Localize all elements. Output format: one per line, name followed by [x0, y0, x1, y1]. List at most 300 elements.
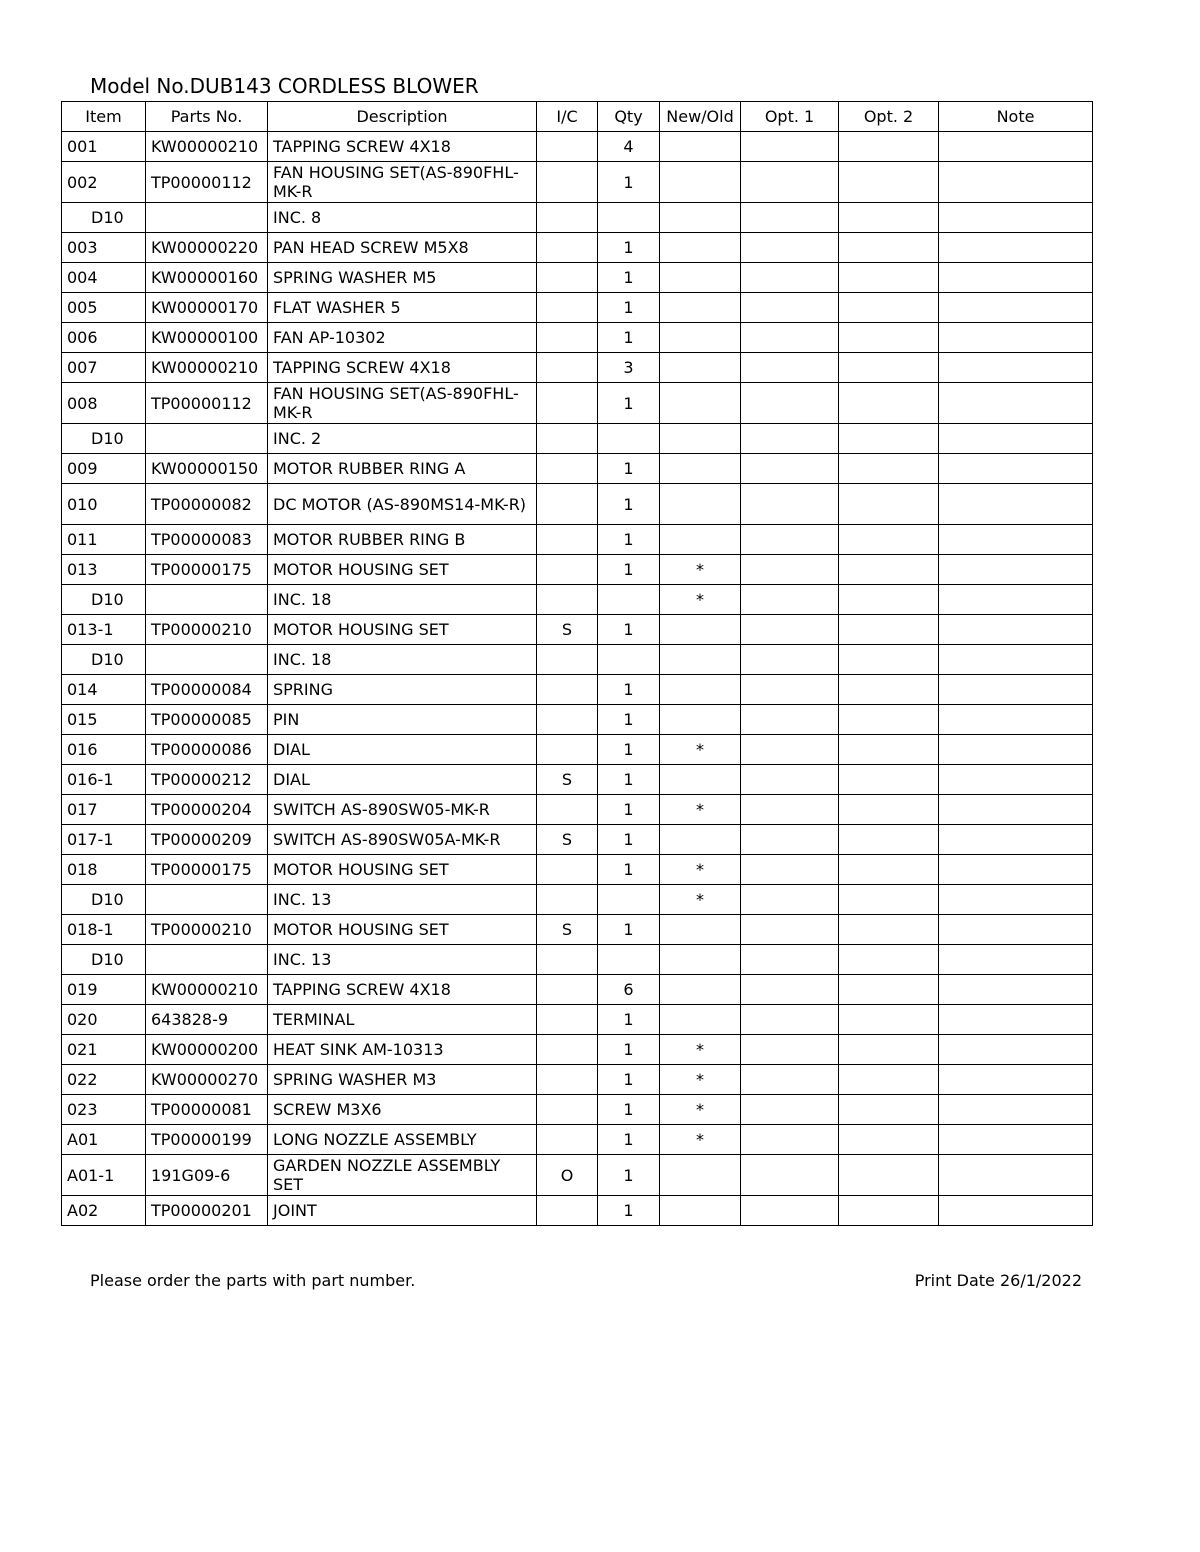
description-cell: JOINT [268, 1196, 537, 1226]
parts-no-cell: TP00000112 [146, 162, 268, 203]
opt2-cell [839, 1095, 939, 1125]
parts-no-cell: TP00000083 [146, 525, 268, 555]
opt1-cell [741, 915, 839, 945]
parts-no-cell [146, 885, 268, 915]
description-cell: SWITCH AS-890SW05A-MK-R [268, 825, 537, 855]
description-cell: INC. 18 [268, 585, 537, 615]
note-cell [939, 203, 1093, 233]
qty-cell: 1 [598, 1196, 660, 1226]
print-date: Print Date 26/1/2022 [914, 1271, 1082, 1290]
note-cell [939, 825, 1093, 855]
opt1-cell [741, 765, 839, 795]
qty-cell [598, 645, 660, 675]
ic-cell [537, 1125, 598, 1155]
note-cell [939, 585, 1093, 615]
description-cell: PAN HEAD SCREW M5X8 [268, 233, 537, 263]
description-cell: INC. 2 [268, 424, 537, 454]
ic-cell [537, 293, 598, 323]
new-old-cell: * [660, 555, 741, 585]
item-cell: 022 [62, 1065, 146, 1095]
note-cell [939, 885, 1093, 915]
ic-cell [537, 383, 598, 424]
opt2-cell [839, 585, 939, 615]
table-row [62, 353, 1093, 383]
qty-cell: 3 [598, 353, 660, 383]
new-old-cell [660, 484, 741, 525]
table-row [62, 1095, 1093, 1125]
opt1-cell [741, 454, 839, 484]
opt1-cell [741, 735, 839, 765]
opt2-cell [839, 1065, 939, 1095]
qty-cell: 1 [598, 383, 660, 424]
opt2-cell [839, 615, 939, 645]
new-old-cell [660, 525, 741, 555]
note-cell [939, 484, 1093, 525]
ic-cell [537, 454, 598, 484]
note-cell [939, 353, 1093, 383]
new-old-cell [660, 424, 741, 454]
note-cell [939, 293, 1093, 323]
item-cell: 014 [62, 675, 146, 705]
note-cell [939, 424, 1093, 454]
new-old-cell: * [660, 855, 741, 885]
note-cell [939, 675, 1093, 705]
description-cell: DC MOTOR (AS-890MS14-MK-R) [268, 484, 537, 525]
description-cell: TAPPING SCREW 4X18 [268, 132, 537, 162]
description-cell: SWITCH AS-890SW05-MK-R [268, 795, 537, 825]
new-old-cell: * [660, 585, 741, 615]
ic-cell [537, 484, 598, 525]
ic-cell [537, 263, 598, 293]
note-cell [939, 1065, 1093, 1095]
parts-no-cell: TP00000086 [146, 735, 268, 765]
table-row [62, 293, 1093, 323]
opt1-cell [741, 1005, 839, 1035]
parts-no-cell: TP00000204 [146, 795, 268, 825]
opt1-cell [741, 293, 839, 323]
opt2-cell [839, 1155, 939, 1196]
parts-no-cell: KW00000210 [146, 132, 268, 162]
item-cell: 009 [62, 454, 146, 484]
description-cell: TAPPING SCREW 4X18 [268, 975, 537, 1005]
ic-cell [537, 424, 598, 454]
column-header-note: Note [939, 102, 1093, 132]
item-cell: 021 [62, 1035, 146, 1065]
opt1-cell [741, 1125, 839, 1155]
table-row [62, 555, 1093, 585]
item-cell: D10 [62, 885, 146, 915]
ic-cell [537, 645, 598, 675]
description-cell: DIAL [268, 735, 537, 765]
parts-no-cell: TP00000209 [146, 825, 268, 855]
opt2-cell [839, 1125, 939, 1155]
new-old-cell [660, 233, 741, 263]
opt1-cell [741, 885, 839, 915]
opt2-cell [839, 162, 939, 203]
opt2-cell [839, 424, 939, 454]
item-cell: 015 [62, 705, 146, 735]
item-cell: 001 [62, 132, 146, 162]
new-old-cell [660, 293, 741, 323]
note-cell [939, 233, 1093, 263]
qty-cell: 1 [598, 825, 660, 855]
qty-cell [598, 424, 660, 454]
opt1-cell [741, 1155, 839, 1196]
description-cell: SPRING WASHER M5 [268, 263, 537, 293]
new-old-cell [660, 705, 741, 735]
qty-cell: 1 [598, 1095, 660, 1125]
item-cell: 016 [62, 735, 146, 765]
description-cell: MOTOR RUBBER RING A [268, 454, 537, 484]
qty-cell: 1 [598, 233, 660, 263]
opt1-cell [741, 1095, 839, 1125]
qty-cell: 1 [598, 765, 660, 795]
note-cell [939, 975, 1093, 1005]
document-title: Model No.DUB143 CORDLESS BLOWER [90, 74, 479, 98]
qty-cell: 6 [598, 975, 660, 1005]
column-header-opt2: Opt. 2 [839, 102, 939, 132]
description-cell: MOTOR HOUSING SET [268, 915, 537, 945]
table-row [62, 705, 1093, 735]
table-row [62, 795, 1093, 825]
opt2-cell [839, 915, 939, 945]
description-cell: TAPPING SCREW 4X18 [268, 353, 537, 383]
note-cell [939, 383, 1093, 424]
ic-cell [537, 203, 598, 233]
note-cell [939, 454, 1093, 484]
note-cell [939, 735, 1093, 765]
parts-no-cell: KW00000170 [146, 293, 268, 323]
new-old-cell [660, 323, 741, 353]
ic-cell [537, 885, 598, 915]
qty-cell [598, 945, 660, 975]
parts-no-cell: TP00000085 [146, 705, 268, 735]
new-old-cell: * [660, 1035, 741, 1065]
parts-no-cell: TP00000210 [146, 615, 268, 645]
opt2-cell [839, 885, 939, 915]
new-old-cell [660, 162, 741, 203]
new-old-cell: * [660, 1125, 741, 1155]
description-cell: FAN HOUSING SET(AS-890FHL-MK-R [268, 383, 537, 424]
parts-no-cell: TP00000175 [146, 855, 268, 885]
table-row [62, 1196, 1093, 1226]
new-old-cell [660, 675, 741, 705]
opt2-cell [839, 675, 939, 705]
new-old-cell [660, 945, 741, 975]
opt1-cell [741, 353, 839, 383]
description-cell: MOTOR RUBBER RING B [268, 525, 537, 555]
qty-cell: 1 [598, 735, 660, 765]
table-row [62, 1005, 1093, 1035]
item-cell: 018-1 [62, 915, 146, 945]
parts-no-cell: KW00000210 [146, 353, 268, 383]
table-row [62, 675, 1093, 705]
table-row [62, 615, 1093, 645]
new-old-cell: * [660, 885, 741, 915]
qty-cell: 1 [598, 555, 660, 585]
new-old-cell [660, 383, 741, 424]
ic-cell [537, 132, 598, 162]
ic-cell [537, 735, 598, 765]
opt2-cell [839, 555, 939, 585]
opt1-cell [741, 1065, 839, 1095]
note-cell [939, 795, 1093, 825]
table-row [62, 1155, 1093, 1196]
parts-no-cell [146, 945, 268, 975]
ic-cell [537, 1065, 598, 1095]
parts-table-body [62, 132, 1093, 1226]
item-cell: 003 [62, 233, 146, 263]
opt2-cell [839, 645, 939, 675]
ic-cell: S [537, 915, 598, 945]
opt1-cell [741, 615, 839, 645]
table-row [62, 1125, 1093, 1155]
parts-no-cell: TP00000175 [146, 555, 268, 585]
new-old-cell [660, 353, 741, 383]
opt1-cell [741, 705, 839, 735]
note-cell [939, 1155, 1093, 1196]
parts-no-cell [146, 424, 268, 454]
note-cell [939, 323, 1093, 353]
parts-no-cell: TP00000212 [146, 765, 268, 795]
description-cell: GARDEN NOZZLE ASSEMBLY SET [268, 1155, 537, 1196]
qty-cell: 1 [598, 615, 660, 645]
description-cell: INC. 18 [268, 645, 537, 675]
item-cell: 020 [62, 1005, 146, 1035]
note-cell [939, 855, 1093, 885]
opt2-cell [839, 525, 939, 555]
opt1-cell [741, 675, 839, 705]
column-header-new-old: New/Old [660, 102, 741, 132]
ic-cell [537, 525, 598, 555]
item-cell: 007 [62, 353, 146, 383]
note-cell [939, 765, 1093, 795]
table-row [62, 1035, 1093, 1065]
note-cell [939, 555, 1093, 585]
description-cell: PIN [268, 705, 537, 735]
ic-cell [537, 233, 598, 263]
new-old-cell [660, 645, 741, 675]
table-row [62, 885, 1093, 915]
opt1-cell [741, 233, 839, 263]
parts-no-cell: TP00000081 [146, 1095, 268, 1125]
table-row [62, 233, 1093, 263]
new-old-cell [660, 454, 741, 484]
ic-cell [537, 855, 598, 885]
item-cell: A02 [62, 1196, 146, 1226]
table-header-row [62, 102, 1093, 132]
qty-cell: 1 [598, 263, 660, 293]
opt2-cell [839, 293, 939, 323]
table-row [62, 454, 1093, 484]
item-cell: 016-1 [62, 765, 146, 795]
item-cell: D10 [62, 424, 146, 454]
ic-cell [537, 585, 598, 615]
note-cell [939, 263, 1093, 293]
parts-no-cell: 191G09-6 [146, 1155, 268, 1196]
description-cell: HEAT SINK AM-10313 [268, 1035, 537, 1065]
new-old-cell [660, 765, 741, 795]
qty-cell: 1 [598, 1065, 660, 1095]
column-header-description: Description [268, 102, 537, 132]
column-header-ic: I/C [537, 102, 598, 132]
table-row [62, 915, 1093, 945]
qty-cell: 1 [598, 1155, 660, 1196]
ic-cell [537, 162, 598, 203]
qty-cell: 1 [598, 705, 660, 735]
ic-cell: S [537, 825, 598, 855]
table-row [62, 945, 1093, 975]
opt1-cell [741, 555, 839, 585]
opt2-cell [839, 383, 939, 424]
table-row [62, 323, 1093, 353]
item-cell: 011 [62, 525, 146, 555]
parts-no-cell [146, 645, 268, 675]
opt2-cell [839, 454, 939, 484]
parts-no-cell: 643828-9 [146, 1005, 268, 1035]
item-cell: 018 [62, 855, 146, 885]
qty-cell: 1 [598, 162, 660, 203]
ic-cell: S [537, 765, 598, 795]
opt2-cell [839, 705, 939, 735]
table-row [62, 383, 1093, 424]
parts-no-cell [146, 585, 268, 615]
new-old-cell [660, 1155, 741, 1196]
ic-cell [537, 705, 598, 735]
parts-no-cell: KW00000220 [146, 233, 268, 263]
description-cell: SPRING WASHER M3 [268, 1065, 537, 1095]
item-cell: 010 [62, 484, 146, 525]
item-cell: A01-1 [62, 1155, 146, 1196]
note-cell [939, 132, 1093, 162]
new-old-cell [660, 132, 741, 162]
opt1-cell [741, 1196, 839, 1226]
parts-no-cell: TP00000201 [146, 1196, 268, 1226]
qty-cell: 1 [598, 1125, 660, 1155]
opt2-cell [839, 735, 939, 765]
qty-cell: 1 [598, 323, 660, 353]
ic-cell [537, 353, 598, 383]
opt2-cell [839, 132, 939, 162]
parts-table [61, 101, 1093, 1226]
parts-no-cell: TP00000084 [146, 675, 268, 705]
new-old-cell: * [660, 795, 741, 825]
opt1-cell [741, 424, 839, 454]
qty-cell [598, 203, 660, 233]
table-row [62, 132, 1093, 162]
table-row [62, 484, 1093, 525]
table-row [62, 735, 1093, 765]
item-cell: 013-1 [62, 615, 146, 645]
description-cell: TERMINAL [268, 1005, 537, 1035]
opt1-cell [741, 585, 839, 615]
opt2-cell [839, 263, 939, 293]
note-cell [939, 525, 1093, 555]
new-old-cell [660, 825, 741, 855]
opt1-cell [741, 203, 839, 233]
ic-cell [537, 1035, 598, 1065]
description-cell: SCREW M3X6 [268, 1095, 537, 1125]
ic-cell [537, 795, 598, 825]
item-cell: D10 [62, 645, 146, 675]
opt2-cell [839, 353, 939, 383]
ic-cell: S [537, 615, 598, 645]
new-old-cell [660, 203, 741, 233]
item-cell: 017 [62, 795, 146, 825]
opt1-cell [741, 263, 839, 293]
item-cell: 002 [62, 162, 146, 203]
description-cell: MOTOR HOUSING SET [268, 555, 537, 585]
qty-cell: 1 [598, 525, 660, 555]
new-old-cell [660, 975, 741, 1005]
opt2-cell [839, 1196, 939, 1226]
parts-no-cell: KW00000210 [146, 975, 268, 1005]
column-header-item: Item [62, 102, 146, 132]
note-cell [939, 915, 1093, 945]
opt1-cell [741, 825, 839, 855]
opt2-cell [839, 1035, 939, 1065]
description-cell: INC. 13 [268, 945, 537, 975]
column-header-opt1: Opt. 1 [741, 102, 839, 132]
opt2-cell [839, 1005, 939, 1035]
table-row [62, 424, 1093, 454]
qty-cell: 1 [598, 675, 660, 705]
note-cell [939, 705, 1093, 735]
item-cell: 008 [62, 383, 146, 424]
item-cell: 006 [62, 323, 146, 353]
new-old-cell [660, 1196, 741, 1226]
table-row [62, 162, 1093, 203]
parts-no-cell: TP00000210 [146, 915, 268, 945]
opt1-cell [741, 795, 839, 825]
new-old-cell: * [660, 735, 741, 765]
opt2-cell [839, 795, 939, 825]
new-old-cell [660, 263, 741, 293]
description-cell: FLAT WASHER 5 [268, 293, 537, 323]
opt1-cell [741, 525, 839, 555]
order-note: Please order the parts with part number. [90, 1271, 416, 1290]
new-old-cell: * [660, 1065, 741, 1095]
qty-cell: 1 [598, 1005, 660, 1035]
note-cell [939, 945, 1093, 975]
new-old-cell: * [660, 1095, 741, 1125]
note-cell [939, 162, 1093, 203]
description-cell: INC. 8 [268, 203, 537, 233]
table-row [62, 585, 1093, 615]
note-cell [939, 1196, 1093, 1226]
opt1-cell [741, 132, 839, 162]
qty-cell: 1 [598, 795, 660, 825]
ic-cell [537, 945, 598, 975]
note-cell [939, 1095, 1093, 1125]
parts-no-cell: KW00000150 [146, 454, 268, 484]
ic-cell [537, 323, 598, 353]
ic-cell [537, 975, 598, 1005]
item-cell: 004 [62, 263, 146, 293]
note-cell [939, 1035, 1093, 1065]
qty-cell: 1 [598, 1035, 660, 1065]
item-cell: 013 [62, 555, 146, 585]
note-cell [939, 615, 1093, 645]
table-row [62, 975, 1093, 1005]
opt1-cell [741, 323, 839, 353]
opt1-cell [741, 484, 839, 525]
ic-cell [537, 1095, 598, 1125]
description-cell: SPRING [268, 675, 537, 705]
column-header-qty: Qty [598, 102, 660, 132]
table-row [62, 765, 1093, 795]
item-cell: D10 [62, 203, 146, 233]
